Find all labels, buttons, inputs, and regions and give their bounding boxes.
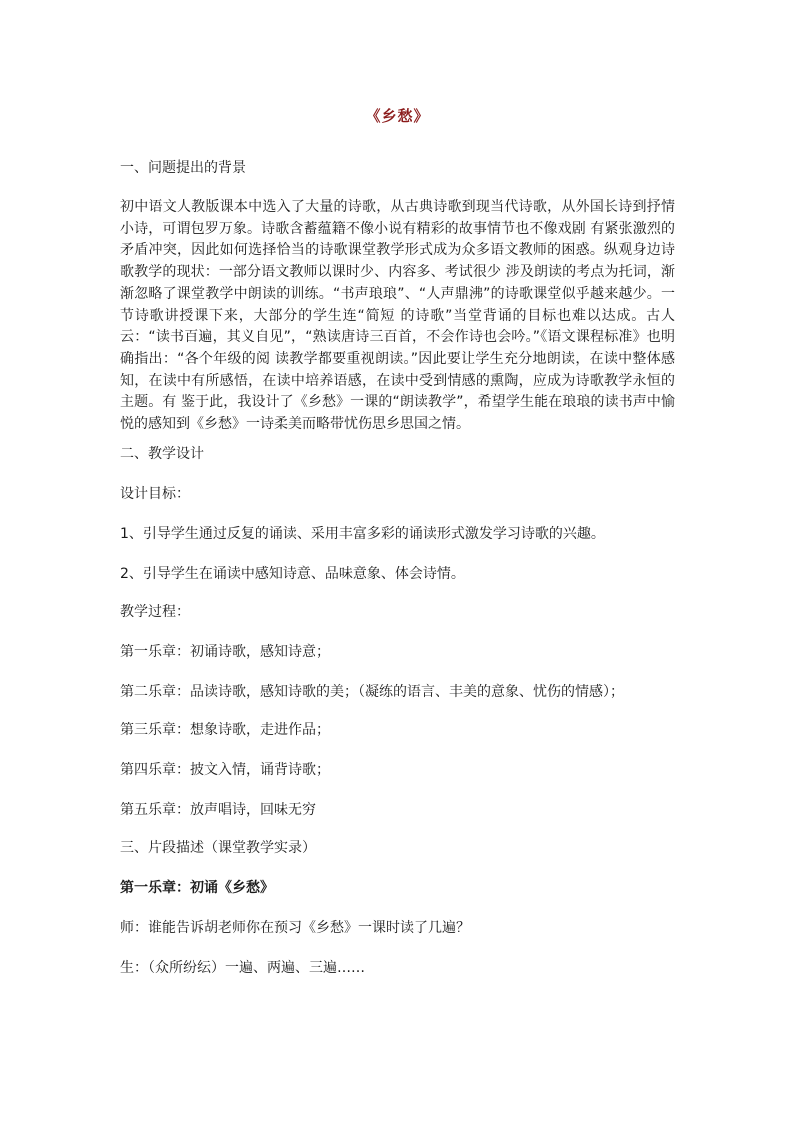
fragment-heading: 第一乐章：初诵《乡愁》 [120,880,274,896]
goal-item-2: 2、引导学生在诵读中感知诗意、品味意象、体会诗情。 [120,566,465,582]
teacher-line: 师：谁能告诉胡老师你在预习《乡愁》一课时读了几遍？ [120,920,470,936]
student-line: 生：（众所纷纭）一遍、两遍、三遍…… [120,960,365,976]
chapter-item-1: 第一乐章：初诵诗歌，感知诗意； [120,644,330,660]
goal-item-1: 1、引导学生通过反复的诵读、采用丰富多彩的诵读形式激发学习诗歌的兴趣。 [120,526,605,542]
process-label: 教学过程： [120,604,190,620]
chapter-item-3: 第三乐章：想象诗歌，走进作品； [120,722,330,738]
section-heading-design: 二、教学设计 [120,446,204,462]
chapter-item-5: 第五乐章：放声唱诗，回味无穷 [120,802,316,818]
chapter-item-4: 第四乐章：披文入情，诵背诗歌； [120,762,330,778]
document-title: 《乡愁》 [365,107,430,125]
design-goal-label: 设计目标： [120,486,190,502]
chapter-item-2: 第二乐章：品读诗歌，感知诗歌的美；（凝练的语言、丰美的意象、忧伤的情感）； [120,684,624,700]
section-heading-fragment: 三、片段描述（课堂教学实录） [120,840,316,856]
section-heading-background: 一、问题提出的背景 [120,160,246,176]
intro-paragraph: 初中语文人教版课本中选入了大量的诗歌，从古典诗歌到现当代诗歌，从外国长诗到抒情小诗，可谓包罗万象。诗歌含蓄蕴籍不像小说有精彩的故事情节也不像戏剧 有紧张激烈的矛盾冲突，因此如何选择恰当的诗歌课堂教学形式成为众多语文教师的困惑。纵观身边诗歌教学的现状：一部分语文教师以课时少、内容多、考试很少 涉及朗读的考点为托词，渐渐忽略了课堂教学中朗读的训练。“书声琅琅”、“人声鼎沸”的诗歌课堂似乎越来越少。一节诗歌讲授课下来，大部分的学生连“简短 的诗歌”当堂背诵的目标也难以达成。古人云：“读书百遍，其义自见”，“熟读唐诗三百首，不会作诗也会吟。”《语文课程标准》也明确指出：“各个年级的阅 读教学都要重视朗读。”因此要让学生充分地朗读，在读中整体感知，在读中有所感悟，在读中培养语感，在读中受到情感的熏陶，应成为诗歌教学永恒的主题。有 鉴于此，我设计了《乡愁》一课的“朗读教学”，希望学生能在琅琅的读书声中愉悦的感知到《乡愁》一诗柔美而略带忧伤思乡思国之情。 [120,199,675,433]
